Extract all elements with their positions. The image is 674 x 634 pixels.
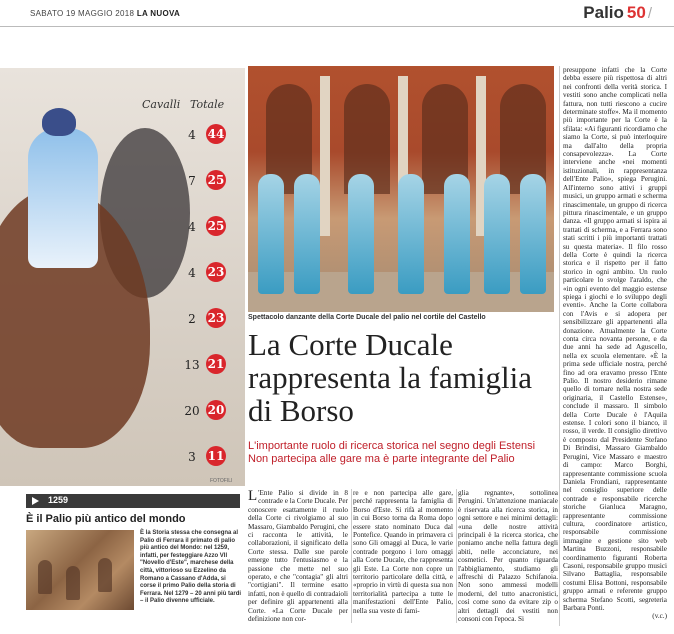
article-headline: La Corte Ducale rappresenta la famiglia di Borso bbox=[248, 327, 533, 428]
stats-row bbox=[140, 354, 250, 376]
fresco-figure bbox=[98, 558, 112, 592]
dancer-figure bbox=[444, 174, 470, 294]
stats-row bbox=[140, 446, 250, 468]
header-section bbox=[583, 3, 652, 23]
page-header bbox=[0, 0, 674, 27]
article-column-4 bbox=[563, 66, 667, 626]
stats-row bbox=[140, 262, 250, 284]
stats-cavalli: 4 bbox=[188, 220, 196, 234]
sidebar-text: È la Storia stessa che consegna al Palio di Ferrara il primato di palio più antico del Mondo: nel 1259, infatti, per festeggiare Azzo VII "Novello d'Este", marchese della città, vittorioso su Ezzelino da Romano a Cassano d'Adda, si corse il primo Palio della storia di Ferrara. Nel 1279 – 20 anni più tardi – il Palio divenne ufficiale. bbox=[140, 530, 242, 605]
stats-total-badge: 44 bbox=[206, 124, 226, 144]
stats-col-totale: Totale bbox=[190, 98, 225, 111]
stats-cavalli: 7 bbox=[188, 174, 196, 188]
stats-header bbox=[140, 98, 250, 114]
stats-cavalli: 4 bbox=[188, 128, 196, 142]
fresco-figure bbox=[66, 566, 80, 600]
article-column-4-text: presuppone infatti che la Corte debba essere più rispettosa di altri nei confronti della verità storica. I vestiti sono anche complicati nella fattura, non tutti riescono a cucire determinate stoffe». Ma il momento più importante per la Corte è la sfilata: «Ai figuranti ricordiamo che siamo la Corte, si può interloquire ma dall'alto della propria consapevolezza». La Corte interviene anche «nei momenti istituzionali, in rappresentanza dell'Ente Palio», spiega Perugini. All'interno sono attivi i gruppi musici, un gruppo armati e scherma rinascimentale, un gruppo di ricerca pittura rinascimentale, e un gruppo danza. «Il gruppo armati si ispira ai trattati di scherma, e a Ferrara sono stati scritti i più importanti trattati su questa materia». Il filo rosso della Corte è quindi la ricerca storica e il rispetto per il fatto storico in ogni ambito. Un ruolo particolare lo svolge l'araldo, che «in ogni evento del maggio estense spiega i giochi e lo sviluppo degli eventi». Anche la Corte collabora con l'Avis e si adopera per sensibilizzare gli appartenenti alla donazione. Attualmente la Corte conta circa novanta persone, e da due anni ha sede ad Aguscello, nella ex scuola elementare. «È la prima sede ufficiale nostra, perché fino ad ora eravamo presso l'Ente Palio. Il nostro desiderio rimane quello di tornare nella nostra sede originaria, il Castello Estense», conclude il massaro. Il simbolo della Corte Ducale è l'Aquila estense. I colori sono il bianco, il rosso, il verde. Il consiglio direttivo è composto dal Presidente Stefano Di Brindisi, Massaro Giambaldo Perugini, Vice Massaro e maestro di campo: Marco Borghi, rappresentante commissione scuola Daniela Frondiani, rappresentante nel consiglio superiore delle contrade e responsabile ricerche storiche Gianluca Maragno, rappresentante commissione cultura, coordinatore artistico, responsabile commissione immagine e gestione sito web Martina Buzzoni, responsabile coordinamento figuranti Roberta Casoni, responsabile gruppo musici Silvano Battaglia, responsabile costumi Elisa Bottoni, responsabile gruppo armati e referente gruppo scherma Stefano Scotti, segreteria Barbara Ponti. bbox=[563, 66, 667, 612]
sidebar-year-bar bbox=[26, 494, 240, 508]
dancer-figure bbox=[258, 174, 284, 294]
section-divider-icon: / bbox=[647, 5, 652, 22]
article-column-1 bbox=[248, 489, 348, 623]
author-signature: (v.c.) bbox=[652, 612, 667, 621]
stats-row bbox=[140, 170, 250, 192]
fresco-figure bbox=[38, 560, 52, 594]
column-rule bbox=[456, 489, 457, 623]
stats-row bbox=[140, 308, 250, 330]
historic-fresco-image bbox=[26, 530, 134, 610]
article-column-2: re e non partecipa alle gare, perché rappresenta la famiglia di Borso d'Este. Si rifà al momento in cui Borso torna da Roma dopo essere stato nominato Duca dal Pontefice. Quando in primavera ci sono Gli omaggi al Duca, le varie contrade porgono i loro omaggi alla Corte Ducale, che rappresenta gli Este. La Corte non copre un territorio particolare della città, e «proprio in virtù di questa sua non territorialità partecipa a tutte le manifestazioni dell'Ente Palio, nella sua veste di fami- bbox=[353, 489, 453, 615]
stats-total-badge: 20 bbox=[206, 400, 226, 420]
stats-row bbox=[140, 216, 250, 238]
jockey-helmet bbox=[42, 108, 76, 136]
court-dance-photo bbox=[248, 66, 554, 312]
dancer-figure bbox=[484, 174, 510, 294]
stats-total-badge: 25 bbox=[206, 170, 226, 190]
sidebar-title: È il Palio più antico del mondo bbox=[26, 513, 186, 525]
column-rule bbox=[351, 489, 352, 623]
header-paper-name: LA NUOVA bbox=[136, 9, 181, 18]
stats-col-cavalli: Cavalli bbox=[142, 98, 181, 111]
article-subhead bbox=[248, 440, 558, 466]
stats-cavalli: 3 bbox=[188, 450, 196, 464]
stats-cavalli: 20 bbox=[184, 404, 200, 418]
dancer-figure bbox=[348, 174, 374, 294]
stats-row bbox=[140, 400, 250, 422]
stats-total-badge: 21 bbox=[206, 354, 226, 374]
article-column-1-text: 'Ente Palio si divide in 8 contrade e la Corte Ducale. Per conoscere esattamente il ruolo della Corte ci rivolgiamo al suo Massaro, Giambaldo Perugini, che ci racconta le attività, le collaborazioni, il significato della Corte stessa. Dalle sue parole emerge tutto l'entusiasmo e la passione che mette nel suo operato, e che "contagia" gli altri "cortigiani". Il termine esatto infatti, non è quello di contradaioli per definire gli appartenenti alla Corte. «La Corte Ducale per definizione non cor- bbox=[248, 489, 348, 623]
subhead-line-1: L'importante ruolo di ricerca storica nel segno degli Estensi bbox=[248, 440, 536, 452]
sidebar-year: 1259 bbox=[48, 495, 69, 505]
stats-total-badge: 23 bbox=[206, 262, 226, 282]
dancer-figure bbox=[398, 174, 424, 294]
stats-total-badge: 11 bbox=[206, 446, 226, 466]
article-column-3: glia regnante», sottolinea Perugini. Un'attenzione maniacale è riservata alla ricerca storica, in ogni settore e nei minimi dettagli: «una delle nostre attività principali è la ricerca storica, che poniamo anche nella fattura degli abiti, nelle acconciature, nei cosmetici. Per quanto riguarda l'abbigliamento, studiamo gli affreschi di Palazzo Schifanoia. Non sono ammessi modelli moderni, del tutto anacronistici, così come sono da evitare zip o altri dettagli dei vestiti non consoni con l'epoca. Si bbox=[458, 489, 558, 623]
stats-cavalli: 13 bbox=[184, 358, 200, 372]
jockey-figure bbox=[28, 128, 98, 268]
section-name: Palio bbox=[583, 3, 624, 22]
subhead-line-2: Non partecipa alle gare ma è parte integrante del Palio bbox=[248, 453, 515, 465]
stats-cavalli: 2 bbox=[188, 312, 196, 326]
play-arrow-icon bbox=[32, 497, 39, 505]
dancer-figure bbox=[520, 174, 546, 294]
dancer-figure bbox=[294, 174, 320, 294]
stats-total-badge: 23 bbox=[206, 308, 226, 328]
header-date: SABATO 19 MAGGIO 2018 bbox=[30, 9, 135, 18]
stats-total-badge: 25 bbox=[206, 216, 226, 236]
stats-row bbox=[140, 124, 250, 146]
column-rule bbox=[559, 66, 560, 626]
column-shape bbox=[320, 76, 330, 236]
header-date-line bbox=[30, 9, 180, 18]
photo-credit: FOTOFILI bbox=[210, 478, 233, 484]
page-number: 50 bbox=[626, 3, 646, 22]
stats-cavalli: 4 bbox=[188, 266, 196, 280]
dropcap: L bbox=[248, 489, 258, 504]
photo-caption: Spettacolo danzante della Corte Ducale del palio nel cortile del Castello bbox=[248, 314, 486, 321]
palio-stats-table bbox=[140, 98, 250, 464]
